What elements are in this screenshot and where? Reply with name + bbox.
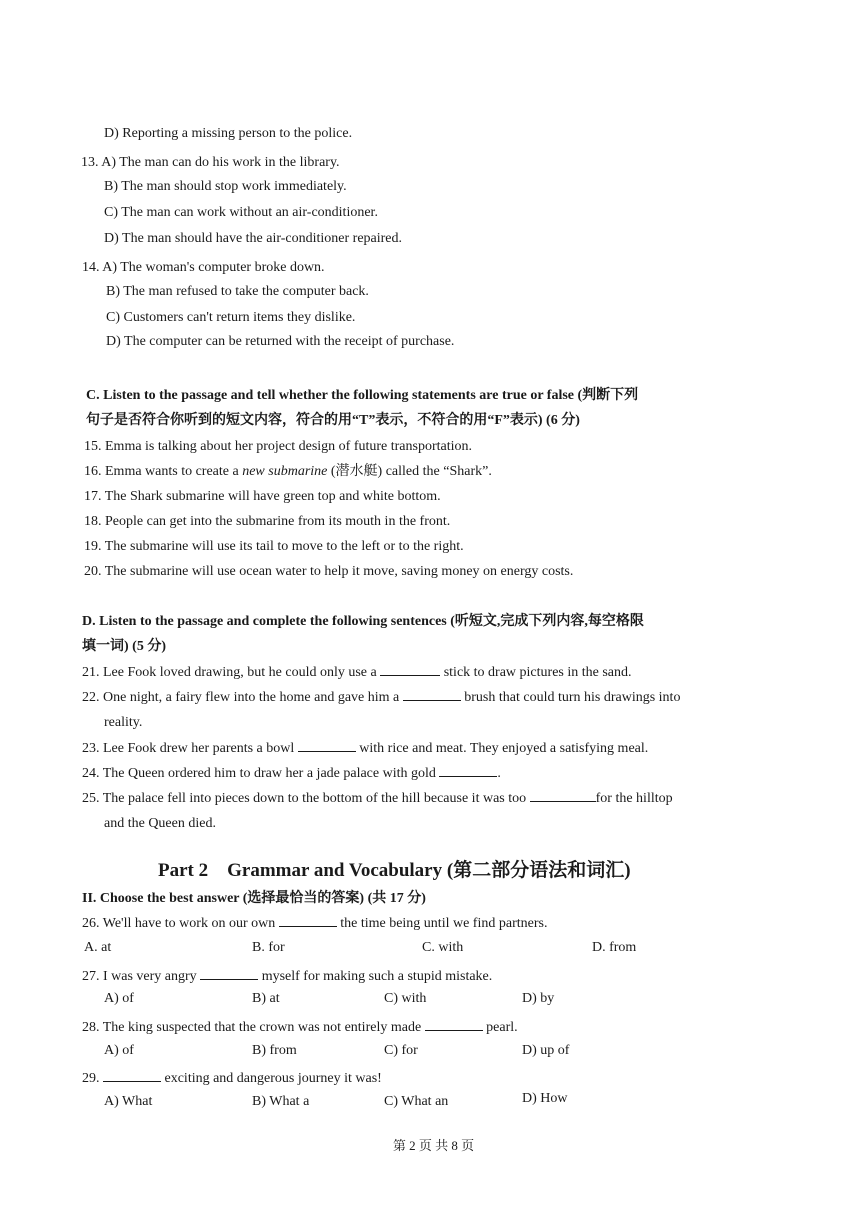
q27-option-a: A) of [104, 991, 134, 1006]
q28-option-b: B) from [252, 1043, 297, 1058]
q27-option-b: B) at [252, 991, 280, 1006]
part2-title: Part 2 Grammar and Vocabulary (第二部分语法和词汇) [158, 860, 631, 881]
q14-option-a: 14. A) The woman's computer broke down. [82, 260, 325, 275]
q27-option-c: C) with [384, 991, 427, 1006]
blank-23 [298, 739, 356, 752]
q13-option-a: 13. A) The man can do his work in the library. [81, 155, 340, 170]
statement-17: 17. The Shark submarine will have green top and white bottom. [84, 489, 441, 504]
statement-18: 18. People can get into the submarine from its mouth in the front. [84, 514, 451, 529]
sentence-23: 23. Lee Fook drew her parents a bowl with rice and meat. They enjoyed a satisfying meal. [82, 741, 649, 756]
q29-option-a: A) What [104, 1094, 153, 1109]
blank-22 [403, 688, 461, 701]
q14-option-b: B) The man refused to take the computer back. [106, 284, 369, 299]
sentence-25-cont: and the Queen died. [104, 816, 216, 831]
blank-29 [103, 1069, 161, 1082]
blank-21 [380, 663, 440, 676]
q26-option-a: A. at [84, 940, 112, 955]
q29-option-c: C) What an [384, 1094, 449, 1109]
question-29: 29. exciting and dangerous journey it was! [82, 1071, 382, 1086]
q14-option-d: D) The computer can be returned with the receipt of purchase. [106, 334, 455, 349]
sentence-22-cont: reality. [104, 715, 143, 730]
blank-27 [200, 967, 258, 980]
question-26: 26. We'll have to work on our own the time being until we find partners. [82, 916, 548, 931]
q13-option-b: B) The man should stop work immediately. [104, 179, 347, 194]
sentence-24: 24. The Queen ordered him to draw her a jade palace with gold . [82, 766, 501, 781]
q26-option-d: D. from [592, 940, 637, 955]
q13-option-d: D) The man should have the air-conditioner repaired. [104, 231, 403, 246]
statement-19: 19. The submarine will use its tail to move to the left or to the right. [84, 539, 464, 554]
sentence-25: 25. The palace fell into pieces down to the bottom of the hill because it was too for the hilltop [82, 791, 673, 806]
blank-25 [530, 789, 596, 802]
section-d-heading: D. Listen to the passage and complete the following sentences (听短文,完成下列内容,每空格限 [82, 614, 644, 629]
blank-26 [279, 914, 337, 927]
question-28: 28. The king suspected that the crown was not entirely made pearl. [82, 1020, 518, 1035]
q26-option-c: C. with [422, 940, 464, 955]
q27-option-d: D) by [522, 991, 555, 1006]
blank-24 [439, 764, 497, 777]
page-number-footer: 第 2 页 共 8 页 [392, 1138, 475, 1153]
sentence-22: 22. One night, a fairy flew into the home and gave him a brush that could turn his drawings into [82, 690, 681, 705]
statement-20: 20. The submarine will use ocean water to help it move, saving money on energy costs. [84, 564, 574, 579]
statement-15: 15. Emma is talking about her project design of future transportation. [84, 439, 473, 454]
section-c-heading: C. Listen to the passage and tell whether the following statements are true or false (判断下列 [86, 388, 639, 403]
q26-option-b: B. for [252, 940, 285, 955]
question-27: 27. I was very angry myself for making such a stupid mistake. [82, 969, 493, 984]
sentence-21: 21. Lee Fook loved drawing, but he could only use a stick to draw pictures in the sand. [82, 665, 632, 680]
q13-option-c: C) The man can work without an air-conditioner. [104, 205, 378, 220]
section-c-heading-cont: 句子是否符合你听到的短文内容，符合的用“T”表示，不符合的用“F”表示) (6 分) [86, 413, 580, 428]
part2-instructions: II. Choose the best answer (选择最恰当的答案) (共 17 分) [82, 891, 426, 906]
statement-16: 16. Emma wants to create a new submarine (潜水艇) called the “Shark”. [84, 464, 492, 479]
q14-option-c: C) Customers can't return items they dislike. [106, 310, 356, 325]
q28-option-a: A) of [104, 1043, 134, 1058]
q12-option-d: D) Reporting a missing person to the police. [104, 126, 353, 141]
q28-option-d: D) up of [522, 1043, 570, 1058]
q29-option-d: D) How [522, 1091, 568, 1106]
section-d-heading-cont: 填一词) (5 分) [82, 639, 166, 654]
q29-option-b: B) What a [252, 1094, 310, 1109]
q28-option-c: C) for [384, 1043, 418, 1058]
blank-28 [425, 1018, 483, 1031]
